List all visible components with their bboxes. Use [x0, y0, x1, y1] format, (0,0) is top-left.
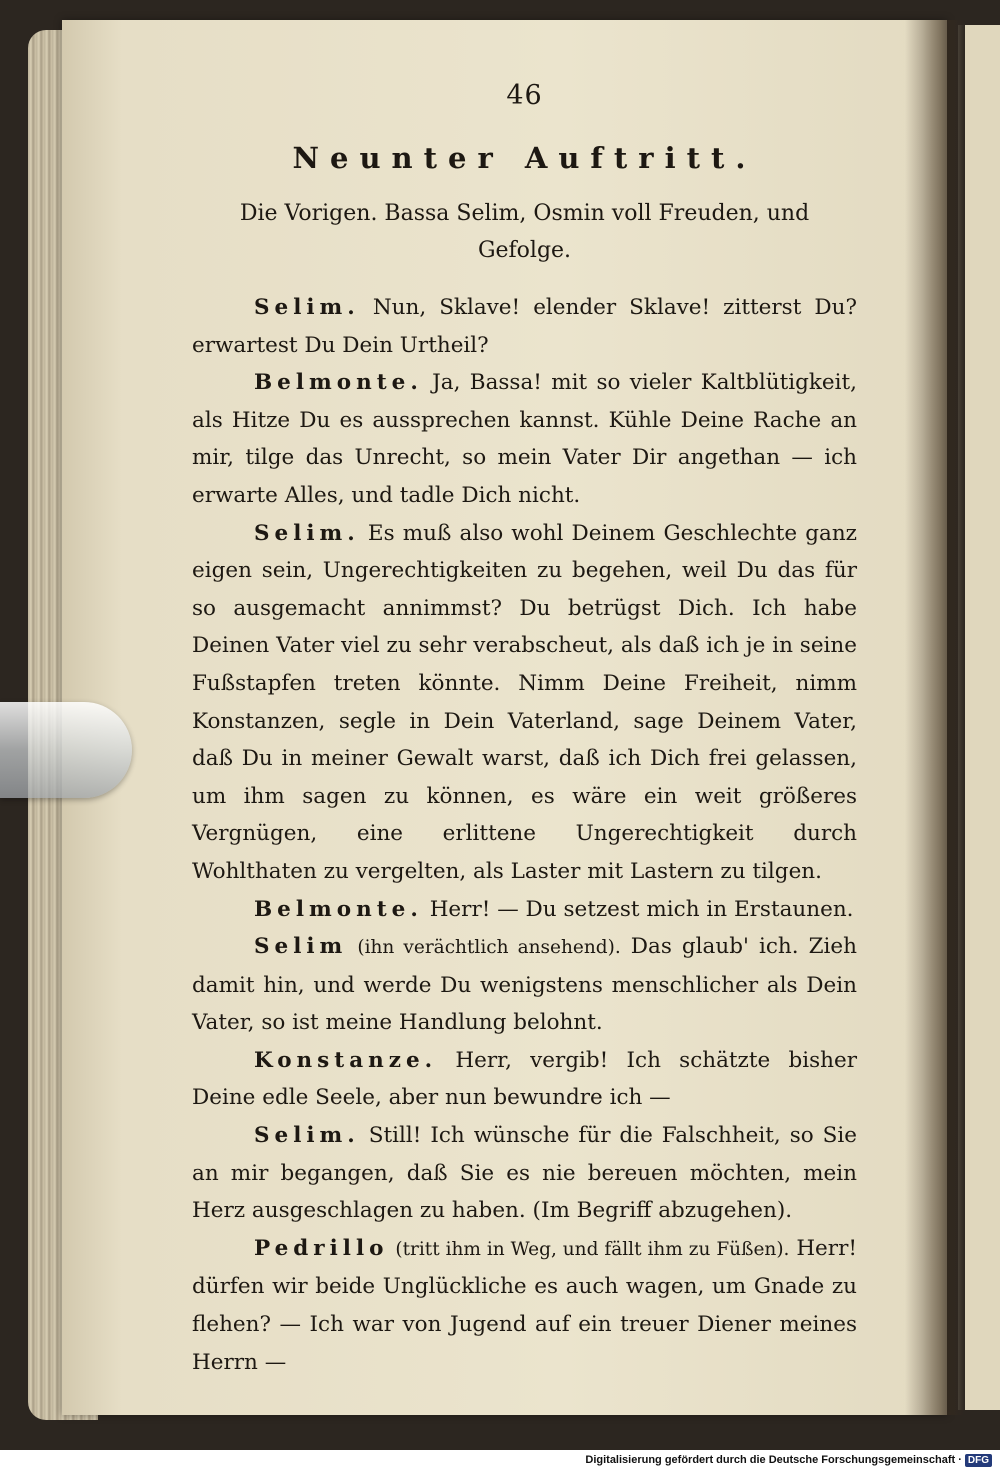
speaker-name: Belmonte. — [254, 896, 423, 922]
stage-note: (ihn verächtlich ansehend). — [357, 937, 621, 959]
speaker-name: Selim. — [254, 295, 360, 320]
dialogue-paragraph — [192, 289, 857, 364]
page-text — [192, 80, 857, 1381]
page-number: 46 — [506, 80, 543, 111]
dialogue-text: Das glaub' ich. Zieh damit hin, und werde Du wenigstens menschlicher als Dein Vater, so ist meine Handlung belohnt. — [192, 934, 857, 1036]
digitization-credit — [585, 1454, 992, 1467]
dialogue-text: Herr! dürfen wir beide Unglückliche es auch wagen, um Gnade zu flehen? — Ich war von Jugend auf ein treuer Diener meines Herrn — — [192, 1235, 857, 1375]
speaker-name: Pedrillo — [254, 1235, 389, 1261]
dialogue-text: Nun, Sklave! elender Sklave! zitterst Du? erwartest Du Dein Urtheil? — [192, 295, 857, 358]
dialogue-text: Herr! — Du setzest mich in Erstaunen. — [429, 896, 854, 922]
dialogue-text: Ja, Bassa! mit so vieler Kaltblütigkeit, als Hitze Du es aussprechen kannst. Kühle Deine Rache an mir, tilge das Unrecht, so mein Vater Dir angethan — ich erwarte Alles, und tadle Dich nicht. — [192, 370, 857, 508]
dialogue-paragraph — [192, 928, 857, 1042]
speaker-name: Konstanze. — [254, 1047, 438, 1073]
dialogue-paragraph — [192, 891, 857, 929]
page-clip — [0, 702, 132, 798]
speaker-name: Belmonte. — [254, 370, 423, 396]
dialogue-paragraph — [192, 364, 857, 514]
credit-text: Digitalisierung gefördert durch die Deutsche Forschungsgemeinschaft · — [585, 1454, 962, 1466]
speaker-name: Selim — [254, 934, 348, 960]
book-gutter — [905, 20, 965, 1415]
dialogue-text: Still! Ich wünsche für die Falschheit, so Sie an mir begangen, daß Sie es nie bereuen möchten, mein Herz ausgeschlagen zu haben. (Im Begriff abzugehen). — [192, 1123, 857, 1224]
speaker-name: Selim. — [254, 1123, 360, 1149]
dialogue-paragraph — [192, 1042, 857, 1117]
dialogue-paragraph — [192, 1117, 857, 1230]
speaker-name: Selim. — [254, 520, 360, 546]
stage-note: (tritt ihm in Weg, und fällt ihm zu Füßen). — [395, 1238, 790, 1260]
dialogue-paragraph — [192, 1230, 857, 1381]
dialogue-paragraph — [192, 515, 857, 891]
dfg-logo: DFG — [965, 1454, 992, 1467]
dialogue-text: Es muß also wohl Deinem Geschlechte ganz eigen sein, Ungerechtigkeiten zu begehen, weil Du das für so ausgemacht annimmst? Du betrügst Dich. Ich habe Deinen Vater viel zu sehr verabscheut, als daß ich je in seine Fußstapfen treten könnte. Nimm Deine Freiheit, nimm Konstanzen, segle in Dein Vaterland, sage Deinem Vater, daß Du in meiner Gewalt warst, daß ich Dich frei gelassen, um ihm sagen zu können, es wäre ein weit größeres Vergnügen, eine erlittene Ungerechtigkeit durch Wohlthaten zu vergelten, als Laster mit Lastern zu tilgen. — [192, 520, 857, 884]
dialogue-text: Herr, vergib! Ich schätzte bisher Deine edle Seele, aber nun bewundre ich — — [192, 1047, 857, 1111]
scene-heading: Neunter Auftritt. — [292, 141, 757, 175]
stage-direction: Die Vorigen. Bassa Selim, Osmin voll Freuden, und Gefolge. — [239, 201, 810, 263]
